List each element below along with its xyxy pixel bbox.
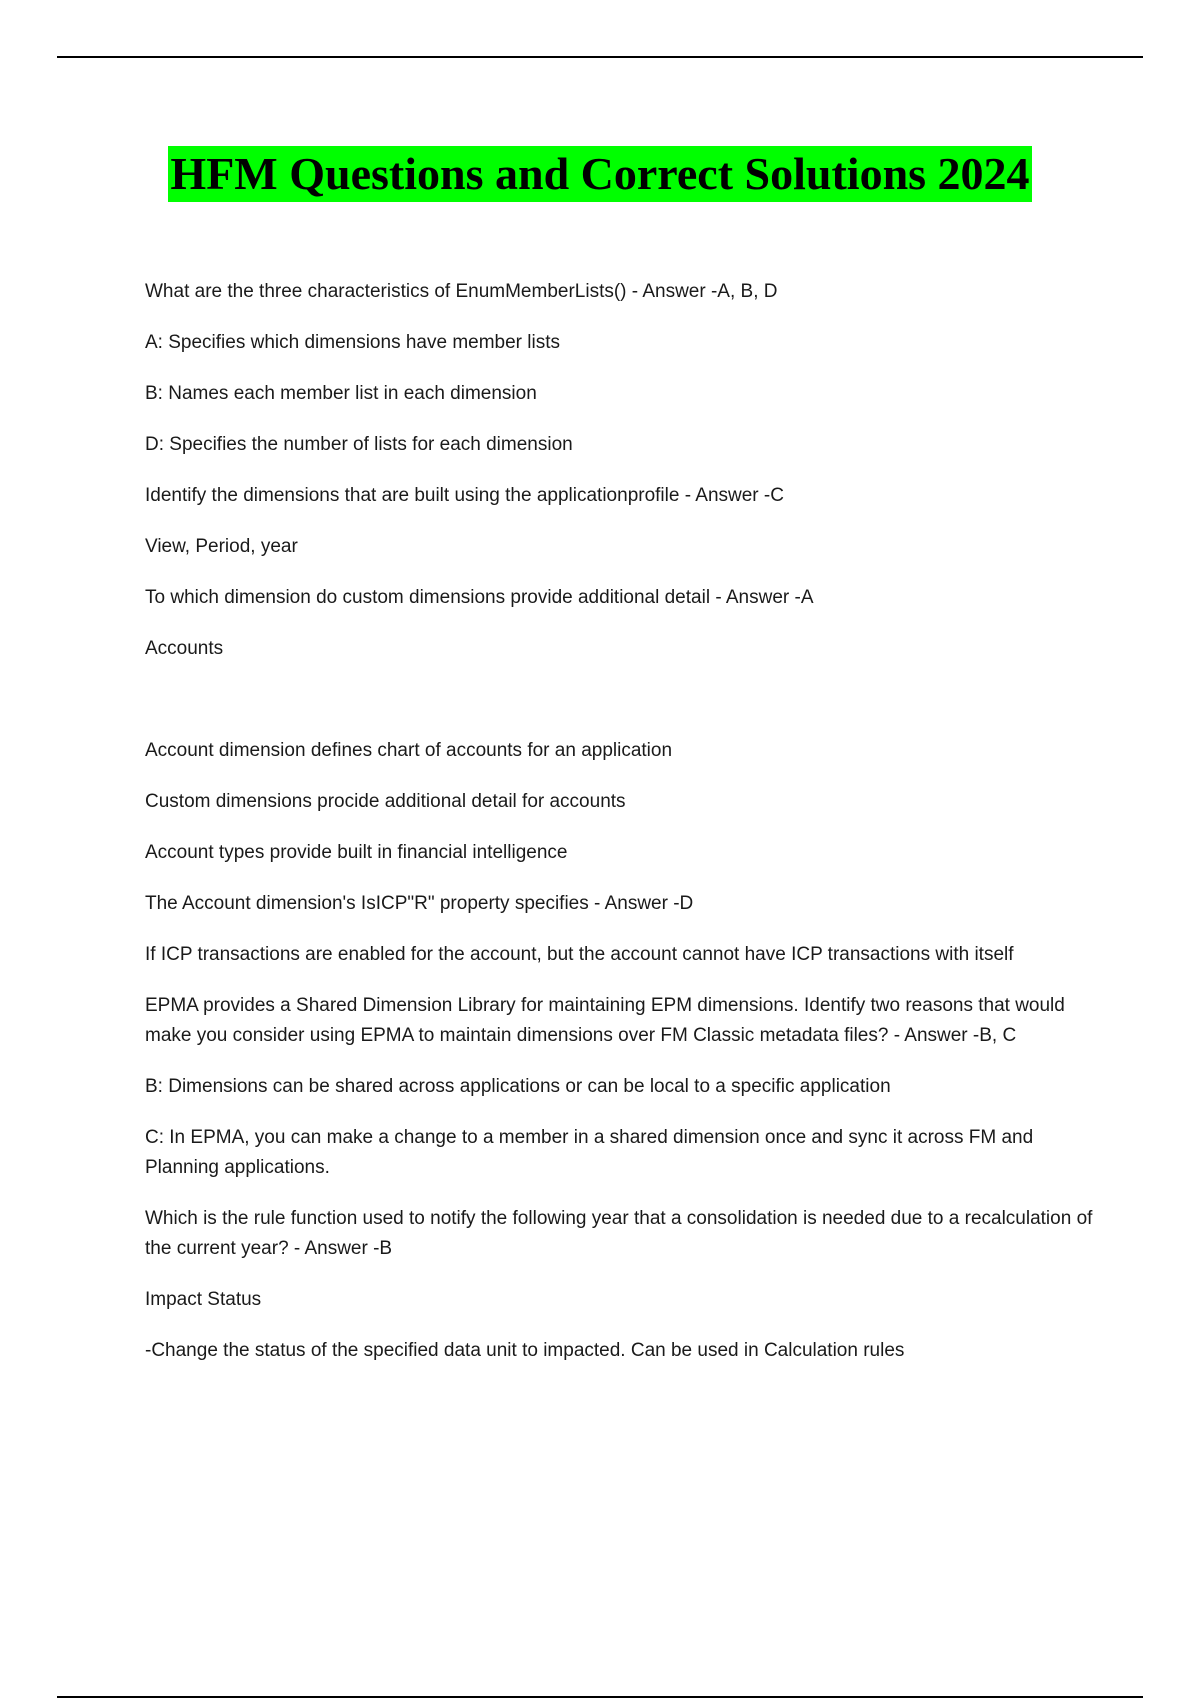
bottom-rule: [57, 1696, 1143, 1698]
answer-accounts: Accounts: [145, 638, 224, 659]
answer-impact-status-detail: -Change the status of the specified data unit to impacted. Can be used in Calculation rules: [145, 1340, 905, 1361]
note-account-types: Account types provide built in financial intelligence: [145, 842, 568, 863]
answer-option-b: B: Names each member list in each dimension: [145, 383, 537, 404]
answer-option-a: A: Specifies which dimensions have member lists: [145, 332, 561, 353]
answer-option-d: D: Specifies the number of lists for each dimension: [145, 434, 573, 455]
question-custom-dimensions: To which dimension do custom dimensions provide additional detail - Answer -A: [145, 587, 814, 608]
answer-icp-transactions: If ICP transactions are enabled for the account, but the account cannot have ICP transactions with itself: [145, 944, 1014, 965]
answer-view-period-year: View, Period, year: [145, 536, 298, 557]
title-block: [0, 146, 1200, 202]
question-isicp-property: The Account dimension's IsICP"R" property specifies - Answer -D: [145, 893, 694, 914]
note-account-dimension: Account dimension defines chart of accounts for an application: [145, 740, 673, 761]
question-epma: EPMA provides a Shared Dimension Library for maintaining EPM dimensions. Identify two reasons that would make you consider using EPMA to maintain dimensions over FM Classic metadata files? - Answer -B, C: [145, 995, 1065, 1046]
note-custom-dimensions: Custom dimensions procide additional detail for accounts: [145, 791, 626, 812]
answer-impact-status: Impact Status: [145, 1289, 262, 1310]
question-rule-function: Which is the rule function used to notify the following year that a consolidation is needed due to a recalculation of the current year? - Answer -B: [145, 1208, 1093, 1259]
answer-epma-c: C: In EPMA, you can make a change to a member in a shared dimension once and sync it across FM and Planning applications.: [145, 1127, 1034, 1178]
answer-epma-b: B: Dimensions can be shared across applications or can be local to a specific application: [145, 1076, 891, 1097]
question-enummemberlists: What are the three characteristics of EnumMemberLists() - Answer -A, B, D: [145, 281, 778, 302]
top-rule: [57, 56, 1143, 58]
question-applicationprofile: Identify the dimensions that are built using the applicationprofile - Answer -C: [145, 485, 784, 506]
document-body: [145, 277, 1095, 1387]
document-title: HFM Questions and Correct Solutions 2024: [168, 146, 1031, 202]
